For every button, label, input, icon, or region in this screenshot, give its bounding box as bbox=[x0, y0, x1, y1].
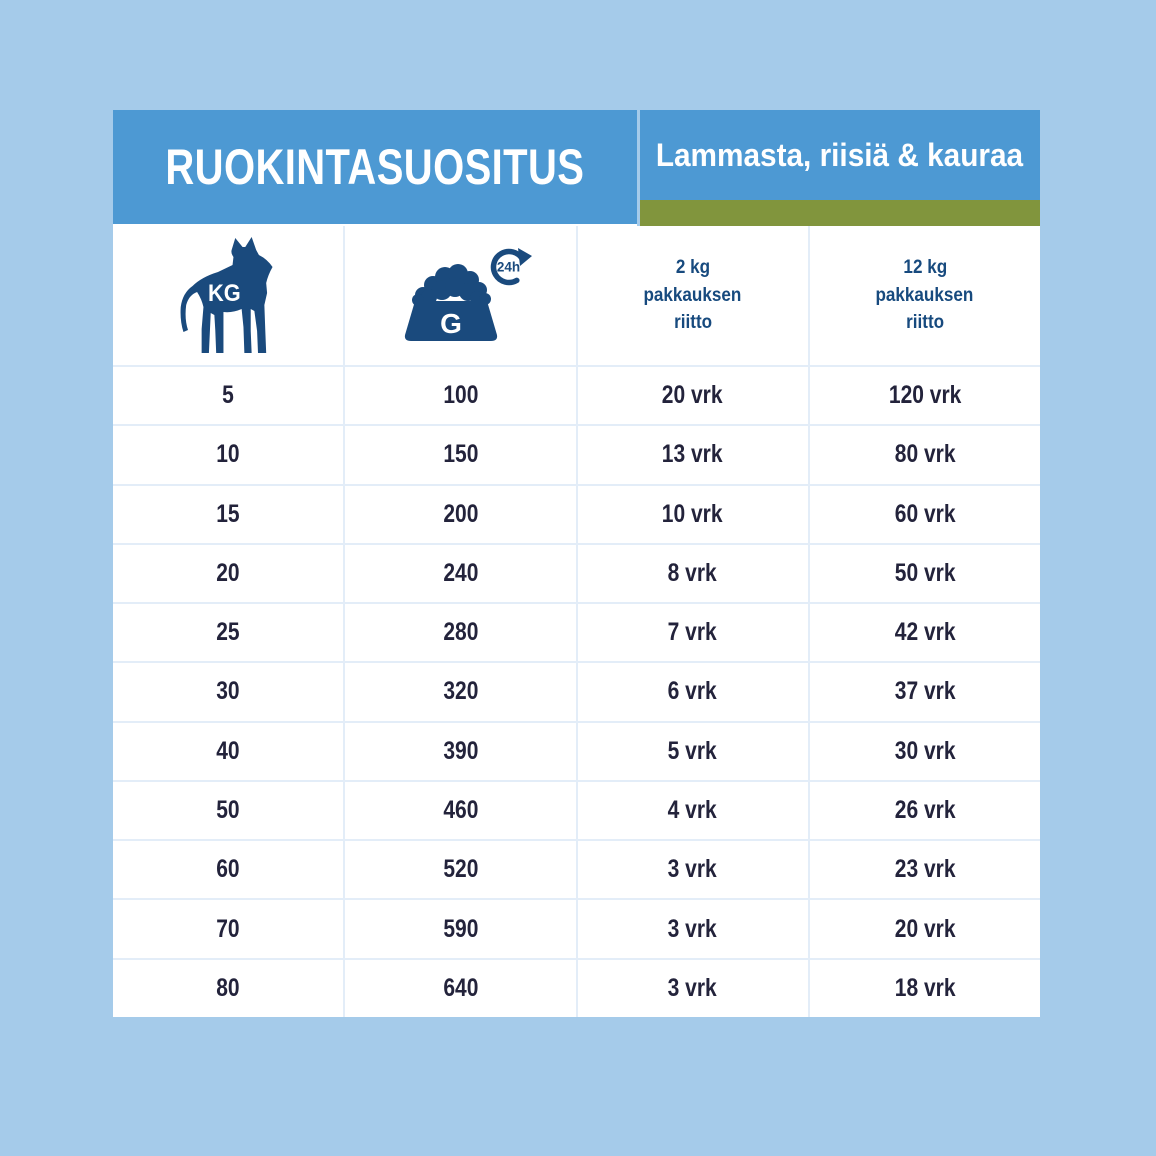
table-cell bbox=[578, 663, 808, 720]
cell-value: 30 vrk bbox=[894, 736, 956, 765]
table-cell bbox=[345, 604, 575, 661]
cell-value: 50 vrk bbox=[894, 558, 956, 587]
table-cell bbox=[578, 604, 808, 661]
col-header-line: 12 kg bbox=[903, 257, 947, 279]
table-cell bbox=[578, 545, 808, 602]
cell-value: 10 vrk bbox=[662, 499, 723, 528]
flavor-block bbox=[640, 110, 1040, 226]
cell-value: 60 bbox=[216, 855, 240, 884]
cell-value: 50 bbox=[216, 796, 240, 825]
table-cell bbox=[113, 960, 343, 1017]
table-cell bbox=[578, 900, 808, 957]
cell-value: 120 vrk bbox=[888, 381, 962, 410]
table-cell bbox=[810, 782, 1040, 839]
col-header-line: riitto bbox=[673, 312, 712, 334]
cell-value: 100 bbox=[442, 381, 478, 410]
flavor-title: Lammasta, riisiä & kauraa bbox=[656, 136, 1024, 173]
flavor-title-bar bbox=[640, 110, 1040, 200]
cell-value: 80 vrk bbox=[894, 440, 956, 469]
table-cell bbox=[578, 960, 808, 1017]
24h-cycle-icon bbox=[494, 248, 532, 283]
table-cell bbox=[578, 723, 808, 780]
table-cell bbox=[113, 367, 343, 424]
table-cell bbox=[810, 960, 1040, 1017]
table-cell bbox=[345, 960, 575, 1017]
flavor-accent-strip bbox=[640, 200, 1040, 226]
table-cell bbox=[113, 782, 343, 839]
table-cell bbox=[810, 723, 1040, 780]
col-header-line: 2 kg bbox=[675, 257, 710, 279]
cell-value: 15 bbox=[216, 499, 240, 528]
cell-value: 520 bbox=[442, 855, 478, 884]
cell-value: 8 vrk bbox=[668, 558, 718, 587]
table-cell bbox=[810, 426, 1040, 483]
cell-value: 640 bbox=[442, 973, 478, 1002]
food-bowl-icon bbox=[385, 243, 535, 348]
cell-value: 5 vrk bbox=[668, 736, 718, 765]
cell-value: 3 vrk bbox=[668, 855, 718, 884]
dog-icon bbox=[178, 235, 278, 357]
cell-value: 26 vrk bbox=[894, 796, 956, 825]
feeding-guide-card bbox=[113, 110, 1040, 1017]
table-cell bbox=[345, 663, 575, 720]
table-cell bbox=[810, 900, 1040, 957]
table-cell bbox=[345, 723, 575, 780]
table-cell bbox=[345, 426, 575, 483]
table-cell bbox=[810, 545, 1040, 602]
cell-value: 20 vrk bbox=[894, 914, 956, 943]
table-cell bbox=[810, 486, 1040, 543]
cell-value: 6 vrk bbox=[668, 677, 718, 706]
cell-value: 20 bbox=[216, 558, 240, 587]
table-cell bbox=[113, 604, 343, 661]
table-cell bbox=[578, 426, 808, 483]
cell-value: 3 vrk bbox=[668, 973, 718, 1002]
24h-label: 24h bbox=[497, 259, 521, 275]
col-header-daily-grams bbox=[345, 226, 575, 365]
table-cell bbox=[345, 486, 575, 543]
cell-value: 460 bbox=[442, 796, 478, 825]
col-header-line: pakkauksen bbox=[643, 284, 742, 306]
cell-value: 60 vrk bbox=[894, 499, 956, 528]
page-title: RUOKINTASUOSITUS bbox=[165, 139, 585, 195]
cell-value: 18 vrk bbox=[894, 973, 956, 1002]
cell-value: 3 vrk bbox=[668, 914, 718, 943]
cell-value: 30 bbox=[216, 677, 240, 706]
table-cell bbox=[113, 723, 343, 780]
table-cell bbox=[113, 900, 343, 957]
cell-value: 80 bbox=[216, 973, 240, 1002]
cell-value: 7 vrk bbox=[668, 618, 718, 647]
dog-unit-label: KG bbox=[208, 278, 241, 306]
cell-value: 70 bbox=[216, 914, 240, 943]
cell-value: 40 bbox=[216, 736, 240, 765]
table-cell bbox=[113, 486, 343, 543]
cell-value: 13 vrk bbox=[662, 440, 723, 469]
cell-value: 23 vrk bbox=[894, 855, 956, 884]
cell-value: 390 bbox=[442, 736, 478, 765]
table-cell bbox=[578, 782, 808, 839]
col-header-bag-12kg bbox=[810, 226, 1040, 365]
table-cell bbox=[113, 841, 343, 898]
cell-value: 20 vrk bbox=[662, 381, 723, 410]
table-cell bbox=[345, 545, 575, 602]
col-header-line: pakkauksen bbox=[875, 284, 974, 306]
cell-value: 4 vrk bbox=[668, 796, 718, 825]
cell-value: 37 vrk bbox=[894, 677, 956, 706]
cell-value: 42 vrk bbox=[894, 618, 956, 647]
cell-value: 590 bbox=[442, 914, 478, 943]
cell-value: 150 bbox=[442, 440, 478, 469]
table-cell bbox=[810, 604, 1040, 661]
table-cell bbox=[345, 782, 575, 839]
table-cell bbox=[810, 841, 1040, 898]
cell-value: 320 bbox=[442, 677, 478, 706]
table-cell bbox=[578, 841, 808, 898]
cell-value: 25 bbox=[216, 618, 240, 647]
table-cell bbox=[578, 486, 808, 543]
cell-value: 280 bbox=[442, 618, 478, 647]
card-header bbox=[113, 110, 1040, 226]
table-cell bbox=[578, 367, 808, 424]
table-cell bbox=[113, 545, 343, 602]
table-cell bbox=[345, 841, 575, 898]
cell-value: 10 bbox=[216, 440, 240, 469]
table-cell bbox=[345, 900, 575, 957]
cell-value: 5 bbox=[222, 381, 234, 410]
table-cell bbox=[810, 663, 1040, 720]
col-header-bag-2kg bbox=[578, 226, 808, 365]
col-header-weight bbox=[113, 226, 343, 365]
table-cell bbox=[345, 367, 575, 424]
col-header-line: riitto bbox=[905, 312, 944, 334]
table-cell bbox=[113, 426, 343, 483]
bowl-unit-label: G bbox=[440, 308, 463, 339]
cell-value: 200 bbox=[442, 499, 478, 528]
title-block bbox=[113, 110, 637, 224]
table-cell bbox=[810, 367, 1040, 424]
feeding-table bbox=[113, 226, 1040, 1017]
table-cell bbox=[113, 663, 343, 720]
cell-value: 240 bbox=[442, 558, 478, 587]
